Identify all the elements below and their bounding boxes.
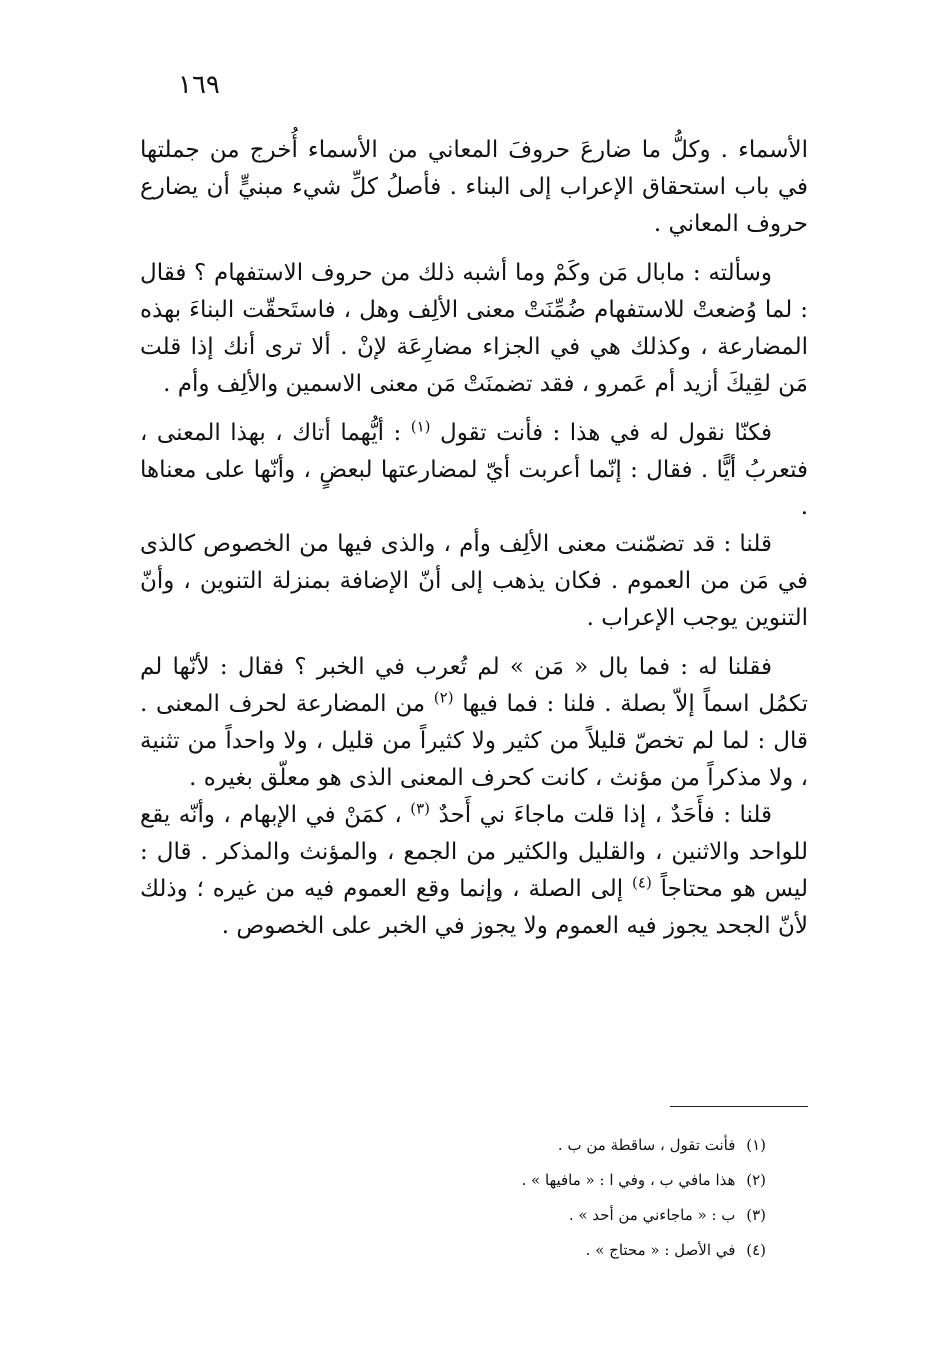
paragraph-5-end: من المضارعة لحرف المعنى . قال : لما لم تخصّ قليلاً من كثير ولا كثيراً من قليل ، ولا واحداً من تثنية ، ولا مذكراً من مؤنث ، كانت كحرف المعنى الذى هو معلّق بغيره . <box>140 691 808 791</box>
paragraph-6 <box>140 797 808 945</box>
paragraph-5-start: فقلنا له : فما بال « مَن » لم تُعرب في الخبر ؟ فقال : لأنّها لم تكمُل اسماً إلاّ بصلة . فلنا : فما فيها <box>140 654 809 717</box>
paragraph-6-middle: ، كمَنْ في الإبهام ، وأنّه يقع للواحد والاثنين ، والقليل والكثير من الجمع ، والمؤنث والمذكر . قال : ليس هو محتاجاً <box>140 802 808 902</box>
paragraph-6-start: قلنا : فأَحَدٌ ، إذا قلت ماجاءَ ني أَحدٌ <box>438 802 773 828</box>
footnote-text: هذا مافي ب ، وفي ا : « مافيها » . <box>521 1171 736 1189</box>
footnote-separator <box>670 1106 808 1107</box>
footnote-1 <box>300 1128 766 1163</box>
paragraph-4: قلنا : قد تضمّنت معنى الألِف وأم ، والذى فيها من الخصوص كالذى في مَن من العموم . فكان يذهب إلى أنّ الإضافة بمنزلة التنوين ، وأنّ التنوين يوجب الإعراب . <box>140 531 808 631</box>
footnote-2 <box>300 1163 766 1198</box>
paragraph-3 <box>140 415 808 526</box>
page-number: ١٦٩ <box>178 70 220 100</box>
body-text <box>140 132 808 945</box>
paragraph-6-end: إلى الصلة ، وإنما وقع العموم فيه من غيره ؛ وذلك لأنّ الجحد يجوز فيه العموم ولا يجوز في الخبر على الخصوص . <box>140 876 808 939</box>
footnote-ref-3: (٣) <box>410 799 431 818</box>
footnote-number: (١) <box>746 1136 766 1154</box>
paragraph-1: الأسماء . وكلُّ ما ضارعَ حروفَ المعاني من الأسماء أُخرج من جملتها في باب استحقاق الإعراب إلى البناء . فأصلُ كلِّ شيء مبنيٍّ أن يضارع حروف المعاني . <box>140 137 808 237</box>
footnote-3 <box>300 1198 766 1233</box>
paragraph-3-start: فكنّا نقول له في هذا : فأنت تقول <box>439 420 773 446</box>
footnote-ref-4: (٤) <box>632 873 652 892</box>
footnote-text: فأنت تقول ، ساقطة من ب . <box>557 1136 736 1154</box>
footnote-number: (٤) <box>746 1241 766 1259</box>
footnote-ref-2: (٢) <box>433 688 454 707</box>
paragraph-5 <box>140 649 808 797</box>
footnotes <box>300 1128 766 1268</box>
paragraph-2: وسألته : مابال مَن وكَمْ وما أشبه ذلك من حروف الاستفهام ؟ فقال : لما وُضعتْ للاستفهام ضُمِّنَتْ معنى الألِف وهل ، فاستَحقّت البناءَ بهذه المضارعة ، وكذلك هي في الجزاء مضارِعَة لإنْ . ألا ترى أنك إذا قلت مَن لقِيكَ أزيد أم عَمرو ، فقد تضمنَتْ مَن معنى الاسمين والألِف وأم . <box>140 260 808 397</box>
footnote-ref-1: (١) <box>410 417 431 436</box>
footnote-number: (٣) <box>746 1206 766 1224</box>
paragraph-3-end: : أيُّهما أتاك ، بهذا المعنى ، فتعربُ أيًّا . فقال : إنّما أعربت أيّ لمضارعتها لبعضٍ ، وأنّها على معناها . <box>140 420 808 520</box>
footnote-number: (٢) <box>746 1171 766 1189</box>
footnote-text: ب : « ماجاءني من أحد » . <box>568 1206 736 1224</box>
footnote-4 <box>300 1233 766 1268</box>
footnote-text: في الأصل : « محتاج » . <box>585 1241 736 1259</box>
